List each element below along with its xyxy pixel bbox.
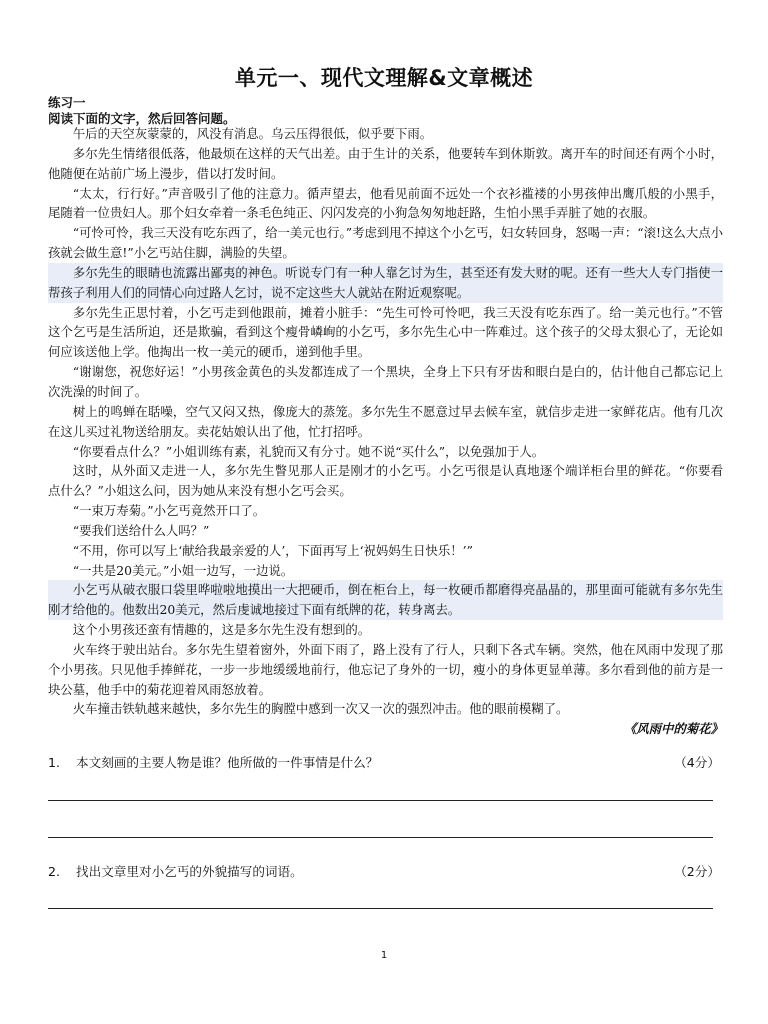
paragraph: 火车撞击铁轨越来越快，多尔先生的胸膛中感到一次又一次的强烈冲击。他的眼前模糊了。	[72, 701, 569, 717]
question-points: （4分）	[674, 755, 720, 770]
answer-line[interactable]	[48, 908, 713, 909]
paragraph: “不用，你可以写上‘献给我最亲爱的人’，下面再写上‘祝妈妈生日快乐！’”	[72, 542, 473, 558]
article-body	[48, 124, 723, 739]
question-text: 找出文章里对小乞丐的外貌描写的词语。	[76, 864, 303, 879]
paragraph: “可怜可怜，我三天没有吃东西了，给一美元也行。”考虑到甩不掉这个小乞丐，妇女转回身，怒喝一声：“滚!这么大点小孩就会做生意!”小乞丐站住脚，满脸的失望。	[48, 225, 723, 261]
paragraph: 这个小男孩还蛮有情趣的，这是多尔先生没有想到的。	[72, 622, 371, 638]
paragraph: “一共是20美元。”小姐一边写，一边说。	[72, 562, 294, 578]
paragraph: “一束万寿菊。”小乞丐竟然开口了。	[72, 503, 266, 519]
page-title: 单元一、现代文理解&文章概述	[234, 66, 534, 90]
article-source: 《风雨中的菊花》	[623, 721, 723, 737]
question-text: 本文刻画的主要人物是谁？他所做的一件事情是什么？	[76, 755, 379, 770]
paragraph: 这时，从外面又走进一人，多尔先生瞥见那人正是刚才的小乞丐。小乞丐很是认真地逐个端详柜台里的鲜花。“你要看点什么？”小姐这么问，因为她从来没有想小乞丐会买。	[48, 463, 723, 499]
question-1	[48, 752, 720, 771]
instruction: 阅读下面的文字，然后回答问题。	[48, 111, 236, 126]
question-number: 1.	[48, 755, 61, 770]
page-number: 1	[380, 950, 388, 961]
paragraph: 多尔先生的眼睛也流露出鄙夷的神色。听说专门有一种人靠乞讨为生，甚至还有发大财的呢。还有一些大人专门指使一帮孩子利用人们的同情心向过路人乞讨，说不定这些大人就站在附近观察呢。	[48, 263, 723, 303]
paragraph: “要我们送给什么人吗？”	[72, 522, 210, 538]
paragraph: “你要看点什么？”小姐训练有素，礼貌而又有分寸。她不说“买什么”，以免强加于人。	[72, 443, 545, 459]
question-number: 2.	[48, 864, 61, 879]
paragraph: 树上的鸣蝉在聒噪，空气又闷又热，像庞大的蒸笼。多尔先生不愿意过早去候车室，就信步走进一家鲜花店。他有几次在这儿买过礼物送给朋友。卖花姑娘认出了他，忙打招呼。	[48, 403, 723, 439]
paragraph: “谢谢您，祝您好运！”小男孩金黄色的头发都连成了一个黑块，全身上下只有牙齿和眼白是白的，估计他自己都忘记上次洗澡的时间了。	[48, 364, 723, 399]
paragraph: “太太，行行好。”声音吸引了他的注意力。循声望去，他看见前面不远处一个衣衫褴褛的小男孩伸出鹰爪般的小黑手，尾随着一位贵妇人。那个妇女牵着一条毛色纯正、闪闪发亮的小狗急匆匆地赶路，生怕小黑手弄脏了她的衣服。	[48, 185, 723, 221]
paragraph: 多尔先生正思忖着，小乞丐走到他跟前，摊着小脏手：“先生可怜可怜吧，我三天没有吃东西了。给一美元也行。”不管这个乞丐是生活所迫，还是欺骗，看到这个瘦骨嶙峋的小乞丐，多尔先生心中一阵难过。这个孩子的父母太狠心了，无论如何应该送他上学。他掏出一枚一美元的硬币，递到他手里。	[48, 304, 723, 360]
paragraph: 多尔先生情绪很低落，他最烦在这样的天气出差。由于生计的关系，他要转车到休斯敦。离开车的时间还有两个小时，他随便在站前广场上漫步，借以打发时间。	[48, 145, 723, 181]
question-2	[48, 861, 720, 880]
answer-line[interactable]	[48, 800, 713, 801]
exercise-label: 练习一	[48, 95, 86, 110]
answer-line[interactable]	[48, 837, 713, 838]
paragraph: 小乞丐从破衣服口袋里哗啦啦地摸出一大把硬币，倒在柜台上，每一枚硬币都磨得亮晶晶的，那里面可能就有多尔先生刚才给他的。他数出20美元，然后虔诚地接过下面有纸牌的花，转身离去。	[48, 580, 723, 620]
paragraph: 火车终于驶出站台。多尔先生望着窗外，外面下雨了，路上没有了行人，只剩下各式车辆。突然，他在风雨中发现了那个小男孩。只见他手捧鲜花，一步一步地缓缓地前行，他忘记了身外的一切，瘦小的身体更显单薄。多尔看到他的前方是一块公墓，他手中的菊花迎着风雨怒放着。	[48, 641, 723, 697]
question-points: （2分）	[674, 864, 720, 879]
paragraph: 午后的天空灰蒙蒙的，风没有消息。乌云压得很低，似乎要下雨。	[72, 126, 433, 141]
